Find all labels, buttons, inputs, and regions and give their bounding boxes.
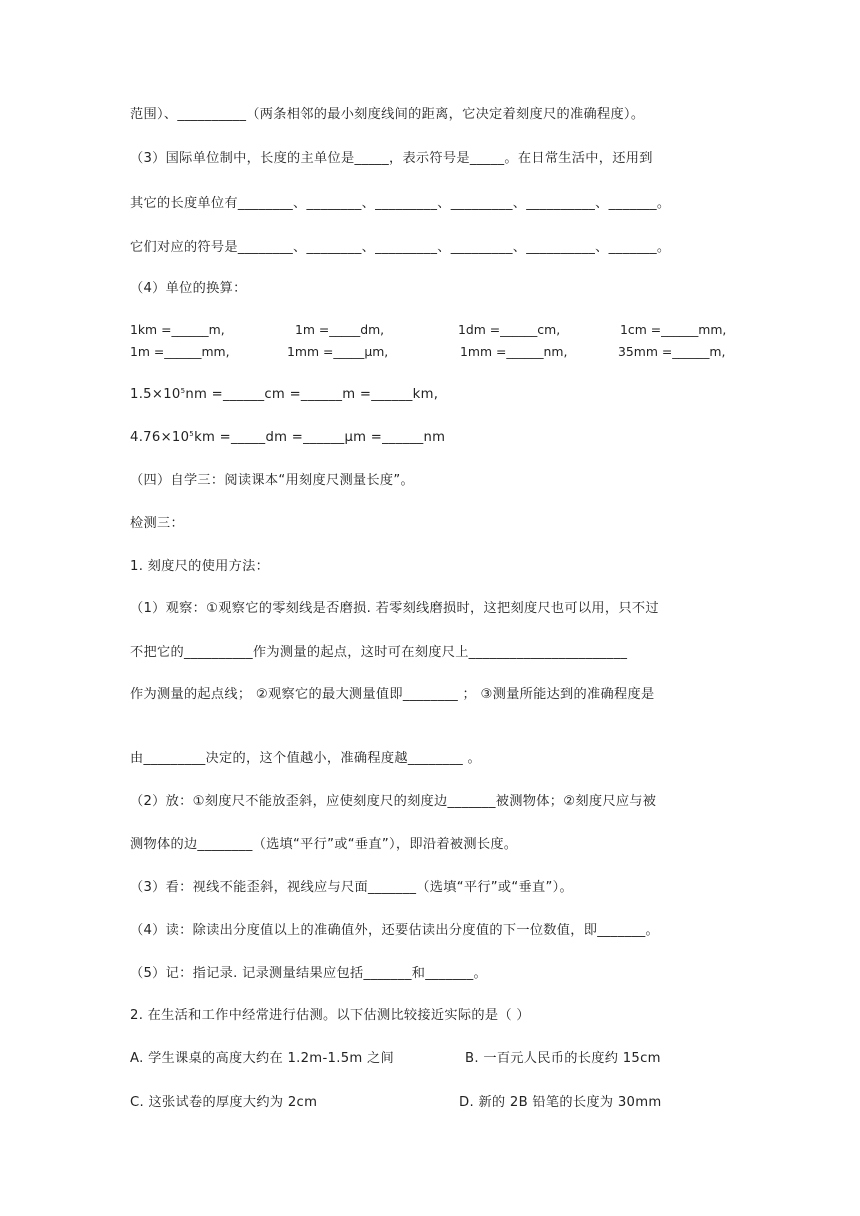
question-title: 2. 在生活和工作中经常进行估测。以下估测比较接近实际的是（ ） — [130, 1008, 530, 1023]
text-line: （2）放：①刻度尺不能放歪斜，应使刻度尺的刻度边_______被测物体；②刻度尺应与被 — [130, 794, 657, 809]
text-line: 它们对应的符号是________、________、_________、_________、__________、_______。 — [130, 240, 671, 255]
option-b: B. 一百元人民币的长度约 15cm — [465, 1051, 661, 1066]
text-line: 其它的长度单位有________、________、_________、_________、__________、_______。 — [130, 196, 671, 211]
text-line: （3）国际单位制中，长度的主单位是_____，表示符号是_____。在日常生活中，还用到 — [130, 151, 653, 166]
conversion-item: 1km =______m, — [130, 322, 225, 337]
question-title: 1. 刻度尺的使用方法： — [130, 559, 270, 574]
section-heading: （四）自学三：阅读课本“用刻度尺测量长度”。 — [130, 473, 415, 488]
option-a: A. 学生课桌的高度大约在 1.2m-1.5m 之间 — [130, 1051, 395, 1066]
conversion-item: 1mm =_____μm, — [287, 344, 389, 359]
exponent: 5 — [180, 387, 186, 395]
text-line: （4）单位的换算： — [130, 281, 247, 296]
text-line: 由_________决定的，这个值越小，准确程度越________ 。 — [130, 751, 481, 766]
conversion-item: 1dm =______cm, — [458, 322, 561, 337]
text-line: （5）记：指记录. 记录测量结果应包括_______和_______。 — [130, 966, 487, 981]
option-c: C. 这张试卷的厚度大约为 2cm — [130, 1095, 318, 1110]
conversion-item: 35mm =______m, — [618, 344, 726, 359]
text-line: 范围）、__________（两条相邻的最小刻度线间的距离，它决定着刻度尺的准确程度）。 — [130, 107, 645, 122]
text-line: （1）观察：①观察它的零刻线是否磨损. 若零刻线磨损时，这把刻度尺也可以用，只不过 — [130, 601, 659, 616]
text-line: （3）看：视线不能歪斜，视线应与尺面_______（选填“平行”或“垂直”）。 — [130, 880, 574, 895]
conversion-item: 1m =_____dm, — [295, 322, 385, 337]
text-line: 测物体的边________（选填“平行”或“垂直”），即沿着被测长度。 — [130, 837, 518, 852]
text-line: 不把它的__________作为测量的起点，这时可在刻度尺上_______________________ — [130, 645, 628, 660]
text-line: $4.76\times 10^5km$ =_____dm =______μm =______nm — [130, 430, 446, 445]
conversion-item: 1cm =______mm, — [620, 322, 727, 337]
text-line: $1.5\times 10^5nm$ =______cm =______m =______km, — [130, 387, 439, 402]
text-line: （4）读：除读出分度值以上的准确值外，还要估读出分度值的下一位数值，即_______。 — [130, 923, 660, 938]
text-line: 作为测量的起点线； ②观察它的最大测量值即________ ； ③测量所能达到的准确程度是 — [130, 687, 655, 702]
option-d: D. 新的 2B 铅笔的长度为 30mm — [459, 1095, 662, 1110]
conversion-item: 1m =______mm, — [130, 344, 230, 359]
section-heading: 检测三： — [130, 516, 184, 531]
exponent: 5 — [189, 430, 195, 438]
conversion-item: 1mm =______nm, — [460, 344, 568, 359]
